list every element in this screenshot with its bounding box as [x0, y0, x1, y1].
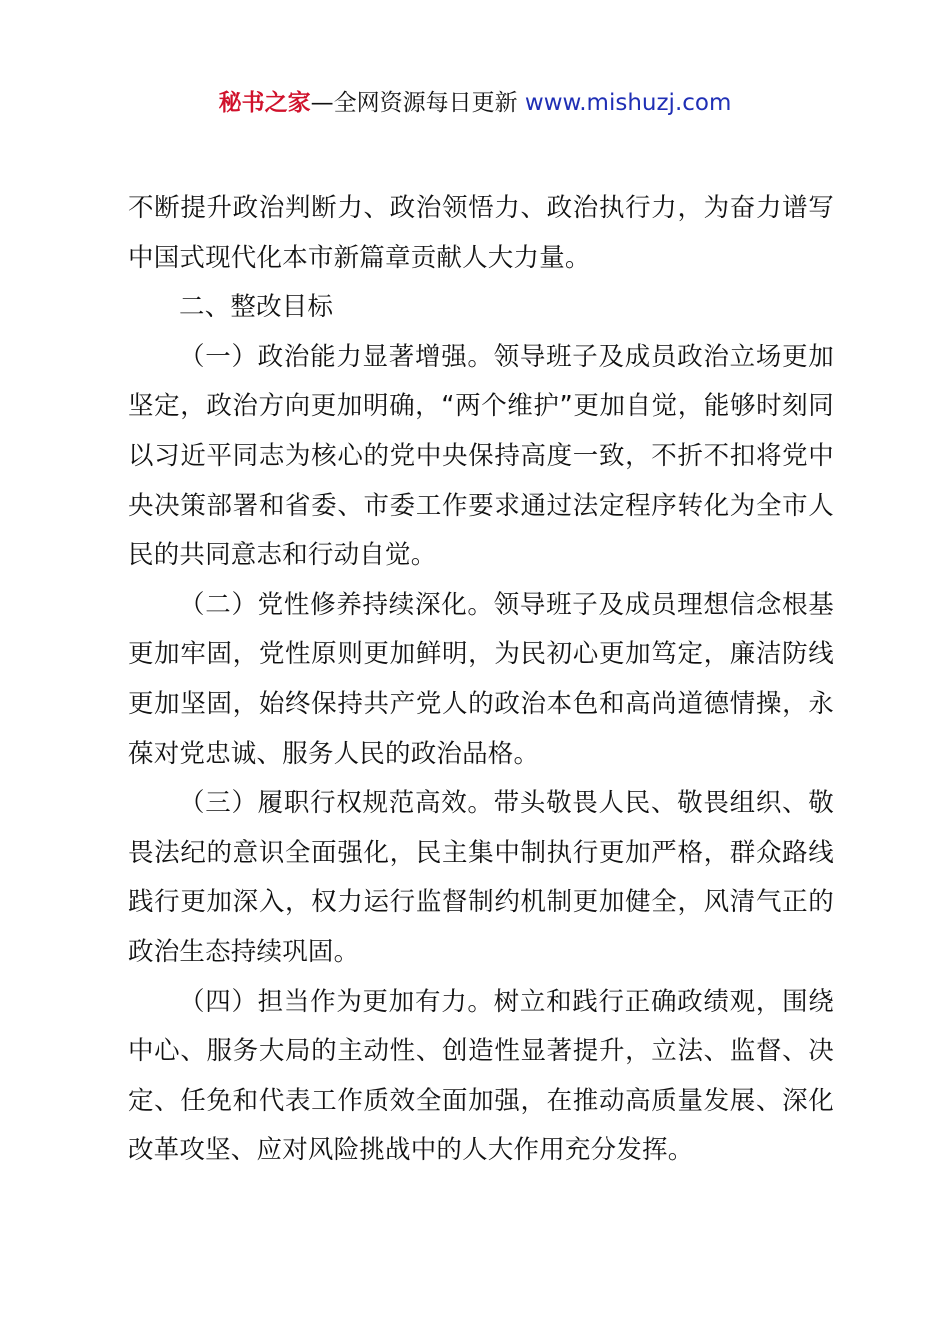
brand-name: 秘书之家 — [218, 90, 311, 116]
paragraph-goal-4: （四）担当作为更加有力。树立和践行正确政绩观，围绕中心、服务大局的主动性、创造性显著提升，立法、监督、决定、任免和代表工作质效全面加强，在推动高质量发展、深化改革攻坚、应对风险挑战中的人大作用充分发挥。 — [128, 986, 834, 1166]
site-url: www.mishuzj.com — [524, 90, 732, 116]
section-heading: 二、整改目标 — [179, 292, 334, 323]
paragraph-goal-3: （三）履职行权规范高效。带头敬畏人民、敬畏组织、敬畏法纪的意识全面强化，民主集中制执行更加严格，群众路线践行更加深入，权力运行监督制约机制更加健全，风清气正的政治生态持续巩固。 — [128, 788, 834, 967]
header-tagline: —全网资源每日更新 — [310, 90, 525, 116]
document-body — [128, 184, 834, 1176]
paragraph-goal-1: （一）政治能力显著增强。领导班子及成员政治立场更加坚定，政治方向更加明确，“两个维护”更加自觉，能够时刻同以习近平同志为核心的党中央保持高度一致，不折不扣将党中央决策部署和省委、市委工作要求通过法定程序转化为全市人民的共同意志和行动自觉。 — [128, 341, 834, 571]
page-header — [0, 86, 950, 120]
paragraph-goal-2: （二）党性修养持续深化。领导班子及成员理想信念根基更加牢固，党性原则更加鲜明，为民初心更加笃定，廉洁防线更加坚固，始终保持共产党人的政治本色和高尚道德情操，永葆对党忠诚、服务人民的政治品格。 — [128, 589, 834, 769]
paragraph-continuation: 不断提升政治判断力、政治领悟力、政治执行力，为奋力谱写中国式现代化本市新篇章贡献人大力量。 — [128, 193, 834, 273]
